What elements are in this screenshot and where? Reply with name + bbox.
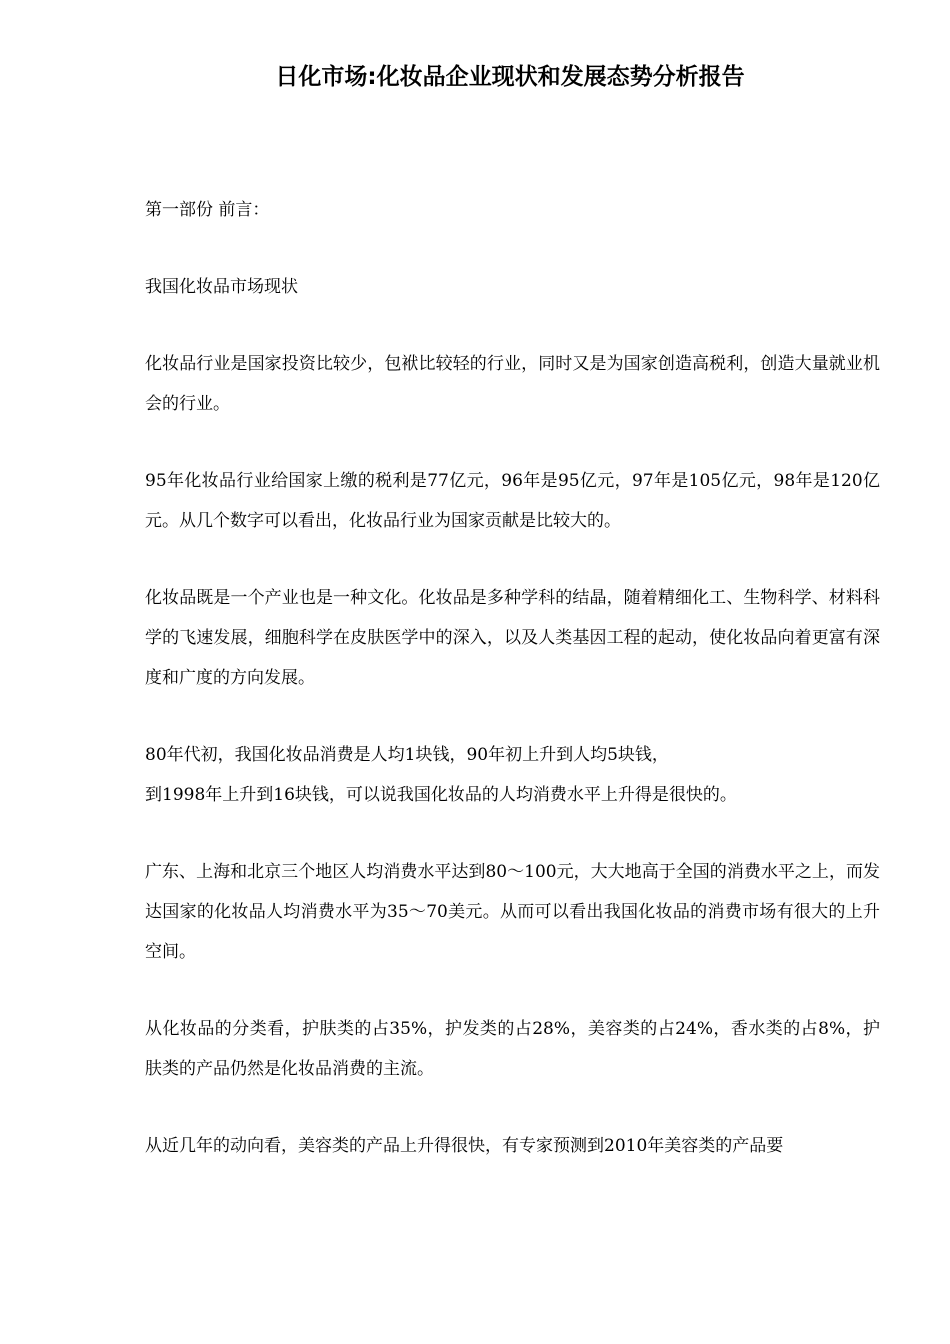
paragraph-culture: 化妆品既是一个产业也是一种文化。化妆品是多种学科的结晶，随着精细化工、生物科学、材料科学的飞速发展，细胞科学在皮肤医学中的深入，以及人类基因工程的起动，使化妆品向着更富有深度和广度的方向发展。	[145, 588, 880, 688]
paragraph-consumption-line-2: 到1998年上升到16块钱，可以说我国化妆品的人均消费水平上升得是很快的。	[145, 785, 737, 805]
paragraph-tax-figures: 95年化妆品行业给国家上缴的税利是77亿元，96年是95亿元，97年是105亿元，98年是120亿元。从几个数字可以看出，化妆品行业为国家贡献是比较大的。	[145, 471, 880, 531]
document-body	[145, 190, 880, 1203]
paragraph-category-share: 从化妆品的分类看，护肤类的占35%，护发类的占28%，美容类的占24%，香水类的占8%，护肤类的产品仍然是化妆品消费的主流。	[145, 1019, 880, 1079]
paragraph-industry-overview: 化妆品行业是国家投资比较少，包袱比较轻的行业，同时又是为国家创造高税利，创造大量就业机会的行业。	[145, 354, 880, 414]
paragraph-regional-consumption: 广东、上海和北京三个地区人均消费水平达到80～100元，大大地高于全国的消费水平之上，而发达国家的化妆品人均消费水平为35～70美元。从而可以看出我国化妆品的消费市场有很大的上升空间。	[145, 862, 880, 962]
subsection-heading: 我国化妆品市场现状	[145, 277, 298, 297]
paragraph-trend: 从近几年的动向看，美容类的产品上升得很快，有专家预测到2010年美容类的产品要	[145, 1136, 784, 1156]
paragraph-consumption-line-1: 80年代初，我国化妆品消费是人均1块钱，90年初上升到人均5块钱，	[145, 745, 669, 765]
section-heading: 第一部份 前言：	[145, 200, 270, 220]
document-title: 日化市场:化妆品企业现状和发展态势分析报告	[275, 64, 745, 90]
